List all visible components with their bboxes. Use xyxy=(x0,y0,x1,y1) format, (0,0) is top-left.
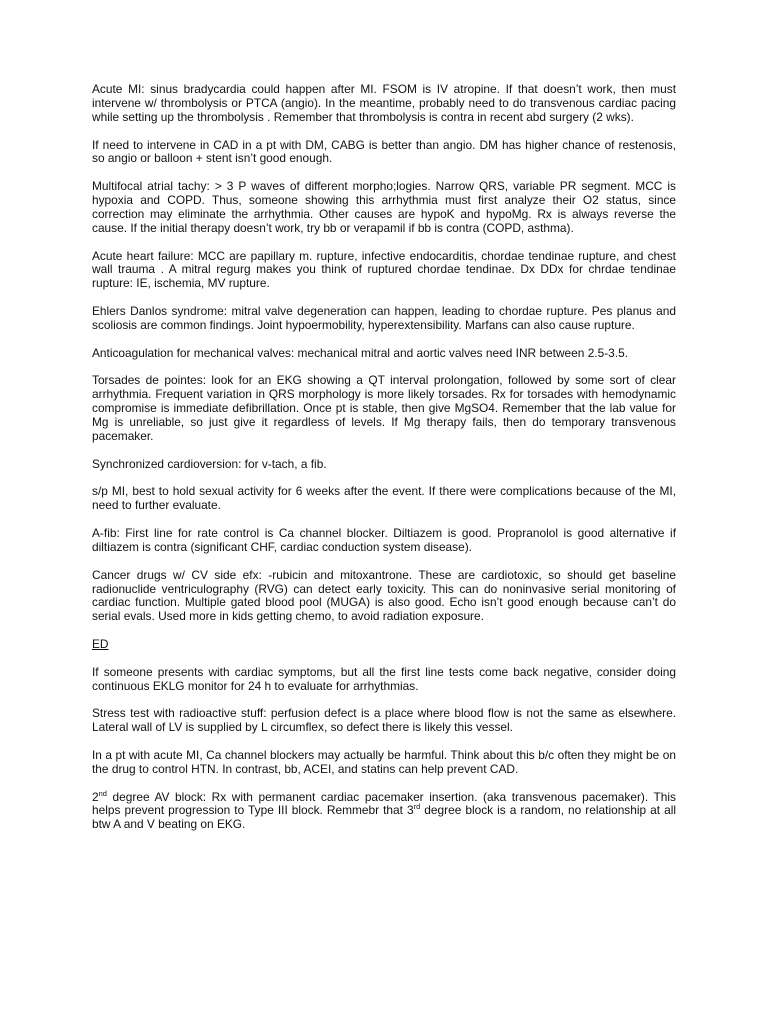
paragraph-ca-channel-blockers: In a pt with acute MI, Ca channel blockers may actually be harmful. Think about this b/c often they might be on the drug to control HTN. In contrast, bb, ACEI, and statins can help prevent CAD. xyxy=(92,747,676,776)
paragraph-anticoagulation: Anticoagulation for mechanical valves: mechanical mitral and aortic valves need INR between 2.5-3.5. xyxy=(92,345,629,360)
paragraph-torsades: Torsades de pointes: look for an EKG showing a QT interval prolongation, followed by some sort of clear arrhythmia. Frequent variation in QRS morphology is more likely torsades. Rx for torsades with hemodynamic compromise is immediate defibrillation. Once pt is stable, then give MgSO4. Remember that the lab value for Mg is unreliable, so just give it regardless of levels. If Mg therapy fails, then do temporary transvenous pacemaker. xyxy=(92,373,676,443)
paragraph-post-mi: s/p MI, best to hold sexual activity for 6 weeks after the event. If there were complications because of the MI, need to further evaluate. xyxy=(92,484,676,513)
paragraph-av-block xyxy=(92,788,676,833)
paragraph-afib: A-fib: First line for rate control is Ca channel blocker. Diltiazem is good. Propranolol is good alternative if diltiazem is contra (significant CHF, cardiac conduction system disease). xyxy=(92,526,676,554)
section-heading-ed: ED xyxy=(92,637,109,652)
paragraph-ehlers-danlos: Ehlers Danlos syndrome: mitral valve degeneration can happen, leading to chordae rupture. Pes planus and scoliosis are common findings. Joint hypoermobility, hyperextensibility. Marfans can also cause rupture. xyxy=(92,304,676,332)
paragraph-stress-test: Stress test with radioactive stuff: perfusion defect is a place where blood flow is not the same as elsewhere. Lateral wall of LV is supplied by L circumflex, so defect there is likely this vessel. xyxy=(92,706,676,735)
paragraph-multifocal-atrial-tachy: Multifocal atrial tachy: > 3 P waves of different morpho;logies. Narrow QRS, variable PR segment. MCC is hypoxia and COPD. Thus, someone showing this arrhythmia must first analyze their O2 status, since correction may eliminate the arrhythmia. Other causes are hypoK and hypoMg. Rx is always reverse the cause. If the initial therapy doesn’t work, try bb or verapamil if bb is contra (COPD, asthma). xyxy=(92,179,676,235)
av-block-text-1: degree AV block: Rx with permanent cardiac pacemaker insertion. (aka transvenous pacemaker). This helps prevent progression to Type III block. Remmebr that 3 xyxy=(92,789,676,818)
paragraph-acute-heart-failure: Acute heart failure: MCC are papillary m. rupture, infective endocarditis, chordae tendinae rupture, and chest wall trauma . A mitral regurg makes you think of ruptured chordae tendinae. Dx DDx for chrdae tendinae rupture: IE, ischemia, MV rupture. xyxy=(92,248,676,291)
paragraph-cad-dm: If need to intervene in CAD in a pt with DM, CABG is better than angio. DM has higher chance of restenosis, so angio or balloon + stent isn’t good enough. xyxy=(92,137,676,166)
paragraph-acute-mi: Acute MI: sinus bradycardia could happen after MI. FSOM is IV atropine. If that doesn’t work, then must intervene w/ thrombolysis or PTCA (angio). In the meantime, probably need to do transvenous cardiac pacing while setting up the thrombolysis . Remember that thrombolysis is contra in recent abd surgery (2 wks). xyxy=(92,82,676,124)
paragraph-ed-cardiac-symptoms: If someone presents with cardiac symptoms, but all the first line tests come back negative, consider doing continuous EKLG monitor for 24 h to evaluate for arrhythmias. xyxy=(92,664,676,693)
av-block-text-2: degree block is a random, no relationship at all btw A and V beating on EKG. xyxy=(92,803,676,832)
av-block-number: 2 xyxy=(92,789,99,804)
document-page xyxy=(92,83,676,846)
paragraph-cancer-drugs: Cancer drugs w/ CV side efx: -rubicin and mitoxantrone. These are cardiotoxic, so should get baseline radionuclide ventriculography (RVG) can detect early toxicity. This can do noninvasive serial monitoring of cardiac function. Multiple gated blood pool (MUGA) is also good. Echo isn’t good enough because can’t do serial evals. Used more in kids getting chemo, to avoid radiation exposure. xyxy=(92,567,676,624)
av-block-superscript-rd: rd xyxy=(413,802,421,812)
av-block-superscript-nd: nd xyxy=(98,788,107,798)
paragraph-cardioversion: Synchronized cardioversion: for v-tach, a fib. xyxy=(92,456,327,471)
